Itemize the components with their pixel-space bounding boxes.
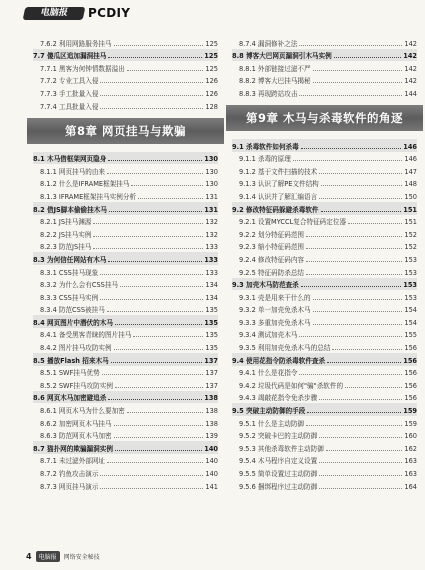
toc-subsection-entry [33,403,218,416]
toc-entry-page: 137 [205,369,218,378]
toc-entry-page: 135 [204,318,218,327]
dot-leader [100,82,203,83]
toc-subsection-entry [33,36,218,49]
toc-subsection-entry [232,189,417,202]
dot-leader [108,399,202,400]
toc-entry-page: 153 [404,255,417,264]
toc-subsection-entry [33,189,218,202]
dot-leader [133,336,203,337]
toc-section-entry [232,139,417,152]
toc-entry-title: 9.3.3 多重加壳免杀木马 [239,318,311,327]
dot-leader [313,70,403,71]
toc-entry-page: 164 [404,482,417,491]
toc-entry-page: 154 [404,306,417,315]
dot-leader [115,324,202,325]
toc-section-entry [33,152,218,165]
dot-leader [313,299,403,300]
toc-entry-page: 137 [205,381,218,390]
toc-entry-page: 147 [404,167,417,176]
dot-leader [321,211,402,212]
toc-subsection-entry [232,215,417,228]
toc-entry-page: 137 [204,356,218,365]
toc-entry-title: 8.3.1 CSS挂马现象 [40,268,99,277]
dot-leader [115,387,203,388]
toc-entry-title: 9.2.5 特征码防杀总结 [239,268,305,277]
toc-entry-title: 8.5.2 SWF挂马攻防实例 [40,381,113,390]
toc-entry-page: 125 [205,64,218,73]
dot-leader [319,399,402,400]
toc-entry-title: 8.2.3 防范JS挂马 [40,243,92,252]
toc-entry-page: 159 [403,407,417,416]
toc-entry-page: 155 [404,331,417,340]
dot-leader [93,223,203,224]
toc-entry-page: 160 [404,432,417,441]
toc-subsection-entry [232,429,417,442]
toc-entry-page: 140 [205,470,218,478]
toc-entry-title: 9.5.5 简单设置过主动防御 [239,470,318,478]
dot-leader [319,475,402,476]
toc-subsection-entry [33,177,218,190]
toc-entry-page: 153 [404,293,417,302]
page-footer [26,551,100,562]
toc-entry-page: 146 [404,155,417,164]
toc-entry-title: 7.7.2 专业工具入侵 [40,77,99,86]
toc-subsection-entry [232,164,417,177]
toc-entry-title: 9.2 修改特征码躲避杀毒软件 [232,205,319,214]
toc-entry-page: 134 [205,281,218,290]
toc-subsection-entry [33,416,218,429]
dot-leader [107,462,203,463]
toc-entry-page: 144 [404,89,417,98]
toc-subsection-entry [232,479,417,492]
toc-right-column [232,36,417,492]
toc-entry-page: 156 [403,356,417,365]
toc-entry-title: 8.6.3 防范网页木马加密 [40,432,112,441]
toc-entry-page: 133 [205,268,218,277]
toc-entry-page: 125 [205,39,218,48]
toc-entry-title: 8.6 网页木马加密避追杀 [33,394,107,403]
toc-subsection-entry [232,328,417,341]
toc-entry-title: 9.5.6 捆绑程序过主动防御 [239,482,318,491]
toc-entry-page: 156 [404,394,417,403]
toc-entry-title: 9.2.2 划分特征码范围 [239,230,305,239]
toc-entry-page: 140 [205,457,218,466]
toc-subsection-entry [232,240,417,253]
dot-leader [108,57,202,58]
dot-leader [100,488,203,489]
toc-entry-page: 159 [404,419,417,428]
chapter-heading-left [33,118,218,144]
toc-entry-page: 133 [204,255,218,264]
dot-leader [111,362,203,363]
dot-leader [306,236,402,237]
dot-leader [313,324,403,325]
dot-leader [100,108,203,109]
dot-leader [319,462,402,463]
dot-leader [108,261,202,262]
toc-entry-page: 163 [404,457,417,466]
toc-entry-page: 128 [205,102,218,111]
toc-section-entry [232,353,417,366]
toc-subsection-entry [33,303,218,316]
dot-leader [306,425,402,426]
toc-entry-title: 8.6.1 网页木马为什么要加密 [40,407,125,416]
toc-section-entry [232,49,417,62]
toc-entry-page: 156 [404,344,417,353]
footer-subtitle: 网络安全秘技 [63,554,100,561]
toc-subsection-entry [232,303,417,316]
toc-entry-title: 8.3.4 防范CSS被挂马 [40,306,105,315]
toc-entry-page: 125 [204,52,218,61]
toc-entry-title: 9.4.3 竭敲花指令免杀步骤 [239,394,318,403]
dot-leader [332,349,402,350]
toc-entry-title: 9.3.5 利用加壳免杀木马的总结 [239,344,331,353]
toc-entry-title: 9.5.4 木马程序自定义设置 [239,457,318,466]
toc-subsection-entry [232,177,417,190]
toc-entry-page: 138 [205,419,218,428]
dot-leader [93,248,203,249]
dot-leader [114,349,204,350]
toc-entry-title: 9.3.1 壳是用来干什么的 [239,293,311,302]
toc-subsection-entry [33,99,218,112]
dot-leader [114,437,204,438]
chapter-title: 第9章 木马与杀毒软件的角逐 [245,110,403,125]
dot-leader [319,173,402,174]
toc-subsection-entry [33,240,218,253]
toc-section-entry [232,403,417,416]
toc-entry-page: 141 [205,482,218,491]
dot-leader [306,274,402,275]
toc-entry-title: 8.1.1 网页挂马的由来 [40,167,106,176]
toc-subsection-entry [232,36,417,49]
dot-leader [115,450,202,451]
dot-leader [138,198,203,199]
toc-entry-title: 8.7 猫扑网的欺骗漏洞实例 [33,444,113,453]
toc-subsection-entry [33,366,218,379]
dot-leader [319,488,402,489]
toc-subsection-entry [33,74,218,87]
toc-subsection-entry [232,391,417,404]
toc-subsection-entry [232,290,417,303]
dot-leader [313,311,403,312]
toc-entry-page: 152 [404,230,417,239]
toc-entry-page: 150 [404,192,417,201]
dot-leader [299,45,402,46]
toc-subsection-entry [33,215,218,228]
toc-entry-title: 8.4.1 备受黑客青睐的图片挂马 [40,331,132,340]
toc-entry-title: 9.3.4 测试加壳木马 [239,331,298,340]
toc-subsection-entry [232,441,417,454]
dot-leader [301,148,402,149]
toc-subsection-entry [232,366,417,379]
toc-entry-page: 153 [403,281,417,290]
toc-entry-title: 8.7.3 网页挂马演示 [40,482,99,491]
dot-leader [313,82,403,83]
toc-subsection-entry [232,416,417,429]
toc-section-entry [33,353,218,366]
toc-entry-title: 8.2.2 JS挂马实例 [40,230,92,239]
toc-entry-title: 8.8.2 博客大巴挂马揭秘 [239,77,311,86]
toc-entry-title: 8.3 为何信任网站有木马 [33,255,107,264]
toc-section-entry [33,391,218,404]
toc-subsection-entry [232,86,417,99]
toc-entry-title: 9.1 杀毒软件如何杀毒 [232,142,299,151]
toc-subsection-entry [232,466,417,479]
toc-entry-page: 151 [404,218,417,227]
toc-entry-page: 130 [204,155,218,164]
toc-entry-title: 8.3.2 为什么会有CSS挂马 [40,281,119,290]
toc-entry-page: 138 [205,407,218,416]
toc-subsection-entry [33,61,218,74]
toc-entry-page: 134 [205,293,218,302]
toc-section-entry [232,278,417,291]
toc-entry-page: 142 [404,39,417,48]
toc-entry-title: 8.2.1 JS挂马渊源 [40,218,92,227]
dot-leader [100,299,203,300]
toc-entry-title: 9.5 突破主动防御的手段 [232,407,306,416]
dot-leader [127,412,204,413]
toc-entry-title: 9.1.4 认识并了解汇编语言 [239,192,318,201]
toc-entry-title: 8.7.1 未过滤外部网址 [40,457,106,466]
dot-leader [301,286,402,287]
dot-leader [114,425,204,426]
toc-right-after [232,139,417,492]
toc-entry-page: 126 [205,89,218,98]
toc-entry-page: 140 [204,444,218,453]
toc-entry-page: 135 [205,344,218,353]
toc-entry-title: 9.3 加壳木马防范查杀 [232,281,299,290]
toc-entry-title: 7.7.4 工具批量入侵 [40,102,99,111]
chapter-title: 第8章 网页挂马与欺骗 [64,123,186,138]
magazine-logo [24,6,130,20]
dot-leader [131,185,203,186]
toc-entry-title: 9.5.2 突破卡巴的主动防御 [239,432,318,441]
toc-entry-title: 8.1 木马借框架网页隐身 [33,155,107,164]
dot-leader [299,95,402,96]
toc-entry-title: 8.8.1 外部链接过滤不严 [239,64,311,73]
dot-leader [120,286,203,287]
toc-subsection-entry [232,378,417,391]
toc-entry-page: 126 [205,77,218,86]
dot-leader [107,311,204,312]
toc-entry-page: 133 [205,243,218,252]
toc-subsection-entry [232,152,417,165]
toc-entry-title: 9.4 使用花指令防杀毒软件查杀 [232,356,326,365]
dot-leader [114,45,204,46]
toc-subsection-entry [33,328,218,341]
toc-subsection-entry [232,454,417,467]
toc-entry-title: 8.2 借JS脚本偷偷挂木马 [33,205,107,214]
toc-entry-title: 9.1.2 基于文件扫描的技术 [239,167,318,176]
toc-entry-title: 8.3.3 CSS挂马实例 [40,293,99,302]
toc-entry-title: 8.5 播放Flash 招来木马 [33,356,109,365]
toc-entry-title: 7.6.2 利用网路服务挂马 [40,39,112,48]
toc-entry-page: 156 [404,381,417,390]
toc-entry-title: 8.8.3 再现跨站攻击 [239,89,298,98]
dot-leader [334,57,402,58]
toc-entry-title: 9.2.3 缩小特征码范围 [239,243,305,252]
toc-entry-title: 9.4.2 垃圾代码是如何"骗"杀软件的 [239,381,344,390]
toc-entry-title: 8.4.2 图片挂马攻防实例 [40,344,112,353]
toc-entry-title: 9.1.3 认识了解PE文件结构 [239,180,319,189]
toc-entry-page: 152 [404,243,417,252]
toc-entry-page: 154 [404,318,417,327]
toc-entry-page: 139 [205,432,218,441]
toc-entry-title: 8.8 博客大巴网页漏洞引木马实例 [232,52,332,61]
dot-leader [299,336,402,337]
toc-section-entry [33,202,218,215]
dot-leader [293,160,403,161]
toc-subsection-entry [33,164,218,177]
toc-entry-title: 8.7.2 钓鱼攻击演示 [40,470,99,478]
toc-subsection-entry [33,227,218,240]
chapter-heading-right [232,105,417,131]
dot-leader [109,211,202,212]
dot-leader [93,236,203,237]
dot-leader [306,248,402,249]
toc-subsection-entry [232,227,417,240]
toc-subsection-entry [33,265,218,278]
dot-leader [307,412,401,413]
toc-subsection-entry [33,429,218,442]
toc-entry-title: 7.7 傻瓜区追加漏洞挂马 [33,52,107,61]
toc-entry-page: 142 [404,64,417,73]
toc-subsection-entry [232,340,417,353]
toc-left-column [33,36,218,492]
toc-subsection-entry [232,61,417,74]
toc-section-entry [33,252,218,265]
toc-subsection-entry [33,278,218,291]
toc-right-before [232,36,417,99]
dot-leader [327,362,401,363]
dot-leader [127,70,204,71]
toc-entry-title: 9.1.1 杀毒的原理 [239,155,291,164]
toc-entry-page: 153 [404,268,417,277]
toc-entry-page: 142 [403,52,417,61]
toc-entry-page: 146 [403,142,417,151]
dot-leader [108,160,202,161]
toc-entry-title: 8.1.3 IFRAME框架挂马实例分析 [40,192,137,201]
toc-entry-title: 8.1.2 什么是IFRAME框架挂马 [40,180,130,189]
toc-subsection-entry [33,86,218,99]
toc-subsection-entry [33,340,218,353]
toc-entry-title: 9.5.3 其他杀毒软件主动防御 [239,444,324,453]
toc-entry-page: 156 [404,369,417,378]
dot-leader [100,95,203,96]
toc-entry-page: 163 [404,470,417,478]
dot-leader [100,274,203,275]
toc-entry-page: 138 [204,394,218,403]
toc-subsection-entry [33,290,218,303]
toc-left-after [33,152,218,492]
toc-section-entry [33,49,218,62]
toc-subsection-entry [232,265,417,278]
dot-leader [299,374,402,375]
toc-entry-page: 132 [205,218,218,227]
dot-leader [326,450,403,451]
toc-entry-page: 130 [205,167,218,176]
toc-entry-title: 8.4 网页图片中潜伏的木马 [33,318,113,327]
toc-entry-title: 9.2.4 修改特征码内容 [239,255,305,264]
toc-entry-page: 132 [205,230,218,239]
toc-entry-title: 9.4.1 什么是花指令 [239,369,298,378]
logo-badge: 电脑报 [23,7,86,20]
dot-leader [102,374,204,375]
toc-subsection-entry [33,454,218,467]
dot-leader [321,185,403,186]
dot-leader [306,261,402,262]
toc-subsection-entry [232,315,417,328]
toc-section-entry [232,202,417,215]
toc-section-entry [33,441,218,454]
toc-subsection-entry [33,466,218,479]
toc-entry-title: 9.2.1 设置MYCCL复合特征码定位器 [239,218,347,227]
toc-subsection-entry [33,479,218,492]
toc-entry-page: 148 [404,180,417,189]
toc-entry-title: 7.7.1 黑客为何钟情数据溢出 [40,64,125,73]
toc-entry-page: 131 [204,205,218,214]
dot-leader [345,387,402,388]
toc-entry-title: 7.7.3 手工批量入侵 [40,89,99,98]
toc-entry-title: 9.3.2 单一加壳免杀木马 [239,306,311,315]
dot-leader [319,198,402,199]
toc-subsection-entry [232,74,417,87]
footer-badge: 电脑报 [36,551,60,562]
toc-entry-page: 151 [403,205,417,214]
toc-entry-page: 162 [404,444,417,453]
toc-subsection-entry [232,252,417,265]
logo-text: PCDIY [88,6,131,20]
dot-leader [107,173,203,174]
dot-leader [319,437,402,438]
toc-left-before [33,36,218,112]
toc-subsection-entry [33,378,218,391]
toc-entry-page: 135 [205,306,218,315]
toc-section-entry [33,315,218,328]
toc-entry-page: 130 [205,180,218,189]
page-header [0,0,425,24]
page-number: 4 [26,552,32,561]
toc-entry-title: 8.6.2 加密网页木马挂马 [40,419,112,428]
dot-leader [348,223,402,224]
toc-entry-title: 8.5.1 SWF挂马优势 [40,369,100,378]
toc-entry-page: 142 [404,77,417,86]
toc-entry-page: 131 [205,192,218,201]
toc-entry-title: 8.7.4 漏洞修补之法 [239,39,298,48]
dot-leader [100,475,203,476]
toc-entry-page: 135 [205,331,218,340]
toc-entry-title: 9.5.1 什么是主动防御 [239,419,305,428]
